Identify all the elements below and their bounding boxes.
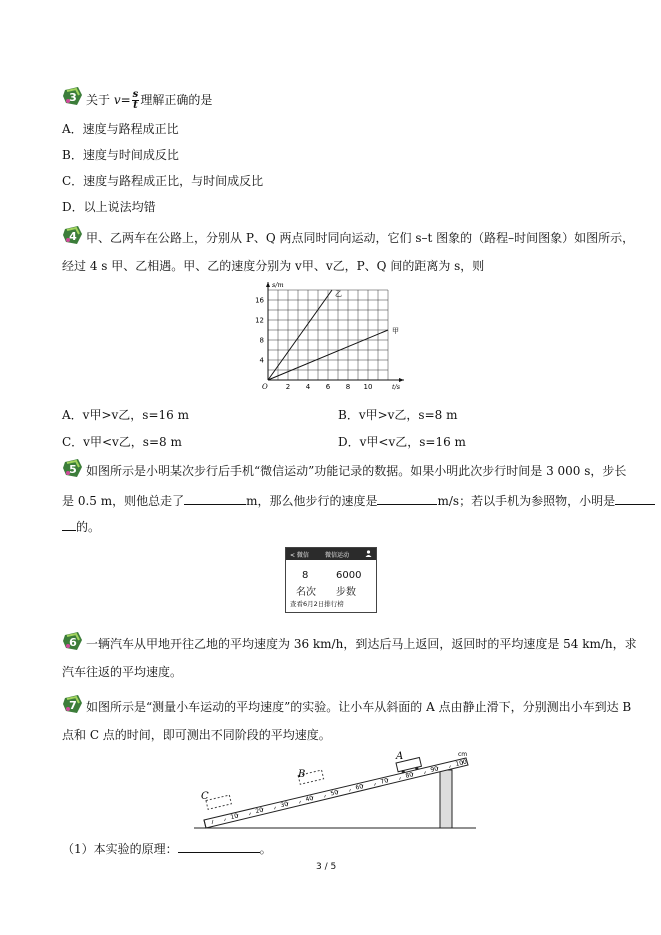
s-t-graph [250, 282, 410, 392]
steps-value: 6000 [336, 570, 362, 581]
wechat-sport-screenshot [285, 547, 377, 613]
badge-number: 4 [69, 230, 77, 243]
q4-option-d: D．v甲<v乙，s=16 m [338, 435, 466, 449]
q6-stem-line2: 汽车往返的平均速度。 [62, 665, 183, 679]
q4-option-c: C．v甲<v乙，s=8 m [62, 435, 182, 449]
ruler-tick-label: 50 [329, 788, 339, 798]
ruler-tick-label: 60 [354, 782, 364, 792]
q7-stem-line2: 点和 C 点的时间，即可测出不同阶段的平均速度。 [62, 728, 331, 742]
q5-blank-speed[interactable] [377, 492, 437, 505]
q5-blank-distance[interactable] [184, 492, 246, 505]
q5-stem-line2 [62, 492, 655, 509]
ruler-tick-label: 20 [254, 806, 264, 816]
badge-number: 7 [69, 699, 77, 712]
x-axis-arrow [399, 378, 404, 382]
q3-option-d: D．以上说法均错 [62, 200, 156, 214]
y-tick-label: 16 [255, 296, 264, 305]
q3-option-b: B．速度与时间成反比 [62, 148, 179, 162]
q5-text-2a: 是 0.5 m，则他总走了 [62, 494, 185, 508]
inclined-plane-diagram [190, 748, 480, 836]
q6-stem-line1: 一辆汽车从甲地开往乙地的平均速度为 36 km/h，到达后马上返回，返回时的平均速度是 54 km/h，求 [86, 637, 637, 651]
question-number-badge-3 [62, 86, 84, 106]
q7-sub1 [62, 840, 272, 857]
series-label: 乙 [335, 290, 342, 298]
y-axis-arrow [266, 282, 270, 287]
point-b-label: B [298, 769, 306, 780]
q4-option-b: B．v甲>v乙，s=8 m [338, 408, 458, 422]
q3-option-a: A．速度与路程成正比 [62, 122, 179, 136]
ruler-tick-label: 10 [229, 812, 239, 822]
question-number-badge-6 [62, 631, 84, 651]
x-axis-label: t/s [392, 383, 401, 391]
steps-label: 步数 [336, 587, 356, 598]
q7-sub1-prefix: （1）本实验的原理： [62, 842, 178, 856]
question-3-stem [86, 90, 212, 111]
ruler-unit-label: cm [458, 751, 468, 758]
q3-stem-prefix: 关于 [86, 93, 114, 107]
phone-title: 微信运动 [324, 551, 349, 559]
q4-stem-line1: 甲、乙两车在公路上，分别从 P、Q 两点同时同向运动，它们 s–t 图象的（路程–时间图象）如图所示， [86, 231, 635, 245]
car-c-body [206, 795, 231, 809]
page-number: 3 / 5 [316, 862, 337, 872]
phone-title-bar [286, 548, 376, 560]
question-number-badge-5 [62, 458, 84, 478]
badge-number: 5 [69, 463, 77, 476]
q3-formula-numerator: s [132, 89, 139, 100]
question-number-badge-4 [62, 225, 84, 245]
y-tick-label: 12 [255, 316, 264, 325]
ruler-tick-label: 30 [279, 800, 289, 810]
rank-value: 8 [302, 570, 309, 581]
x-tick-label: 6 [325, 383, 331, 391]
ruler-tick-label: 70 [379, 777, 389, 786]
q5-blank-reference-cont[interactable] [62, 518, 76, 531]
y-tick-label: 4 [259, 356, 264, 365]
point-a-label: A [396, 751, 404, 762]
q5-stem-line3 [62, 518, 100, 535]
y-tick-label: 8 [259, 336, 264, 345]
badge-number: 6 [69, 636, 77, 649]
q5-stem-line1: 如图所示是小明某次步行后手机“微信运动”功能记录的数据。如果小明此次步行时间是 3 000 s，步长 [86, 464, 627, 478]
q3-formula-v: v [113, 93, 121, 107]
question-number-badge-7 [62, 694, 84, 714]
x-tick-label: 8 [345, 383, 351, 391]
x-tick-label: 4 [305, 383, 311, 391]
question-badge-icon [62, 458, 84, 478]
x-tick-label: 10 [363, 383, 373, 391]
q3-formula-eq: = [120, 93, 131, 107]
x-tick-label: 2 [285, 383, 291, 391]
q3-option-c: C．速度与路程成正比，与时间成反比 [62, 174, 264, 188]
q3-formula-denominator: t [133, 100, 138, 111]
ruler-tick-label: 80 [404, 771, 414, 780]
series-label: 甲 [392, 327, 399, 335]
q3-stem-suffix: 理解正确的是 [140, 93, 213, 107]
ramp-support [440, 770, 452, 828]
q5-blank-reference[interactable] [615, 492, 655, 505]
q7-stem-line1: 如图所示是“测量小车运动的平均速度”的实验。让小车从斜面的 A 点由静止滑下，分别测出小车到达 B [86, 700, 632, 714]
person-icon [365, 550, 372, 559]
q5-text-3: 的。 [76, 520, 101, 534]
ranking-link: 查看6月2日排行榜 [290, 600, 344, 608]
rank-label: 名次 [296, 587, 316, 598]
q7-blank-principle[interactable] [178, 840, 260, 853]
q3-formula-fraction [132, 90, 140, 111]
question-badge-icon [62, 631, 84, 651]
origin-label: O [262, 383, 268, 391]
y-axis-label: s/m [272, 282, 284, 289]
question-badge-icon [62, 86, 84, 106]
q4-stem-line2: 经过 4 s 甲、乙相遇。甲、乙的速度分别为 v甲、v乙，P、Q 间的距离为 s，则 [62, 259, 485, 273]
q4-option-a: A．v甲>v乙，s=16 m [62, 408, 189, 422]
q5-text-2c: m/s；若以手机为参照物，小明是 [437, 494, 616, 508]
point-c-label: C [201, 791, 209, 802]
question-badge-icon [62, 694, 84, 714]
car-at-c [206, 795, 231, 809]
badge-number: 3 [69, 91, 77, 104]
q7-sub1-suffix: 。 [259, 842, 272, 856]
ruler-tick-label: 90 [429, 765, 439, 774]
ruler-tick-label: 40 [304, 794, 314, 804]
question-badge-icon [62, 225, 84, 245]
ruler-tick-label: 100 [454, 758, 468, 768]
back-link: < 微信 [290, 551, 309, 559]
q5-text-2b: m，那么他步行的速度是 [246, 494, 378, 508]
